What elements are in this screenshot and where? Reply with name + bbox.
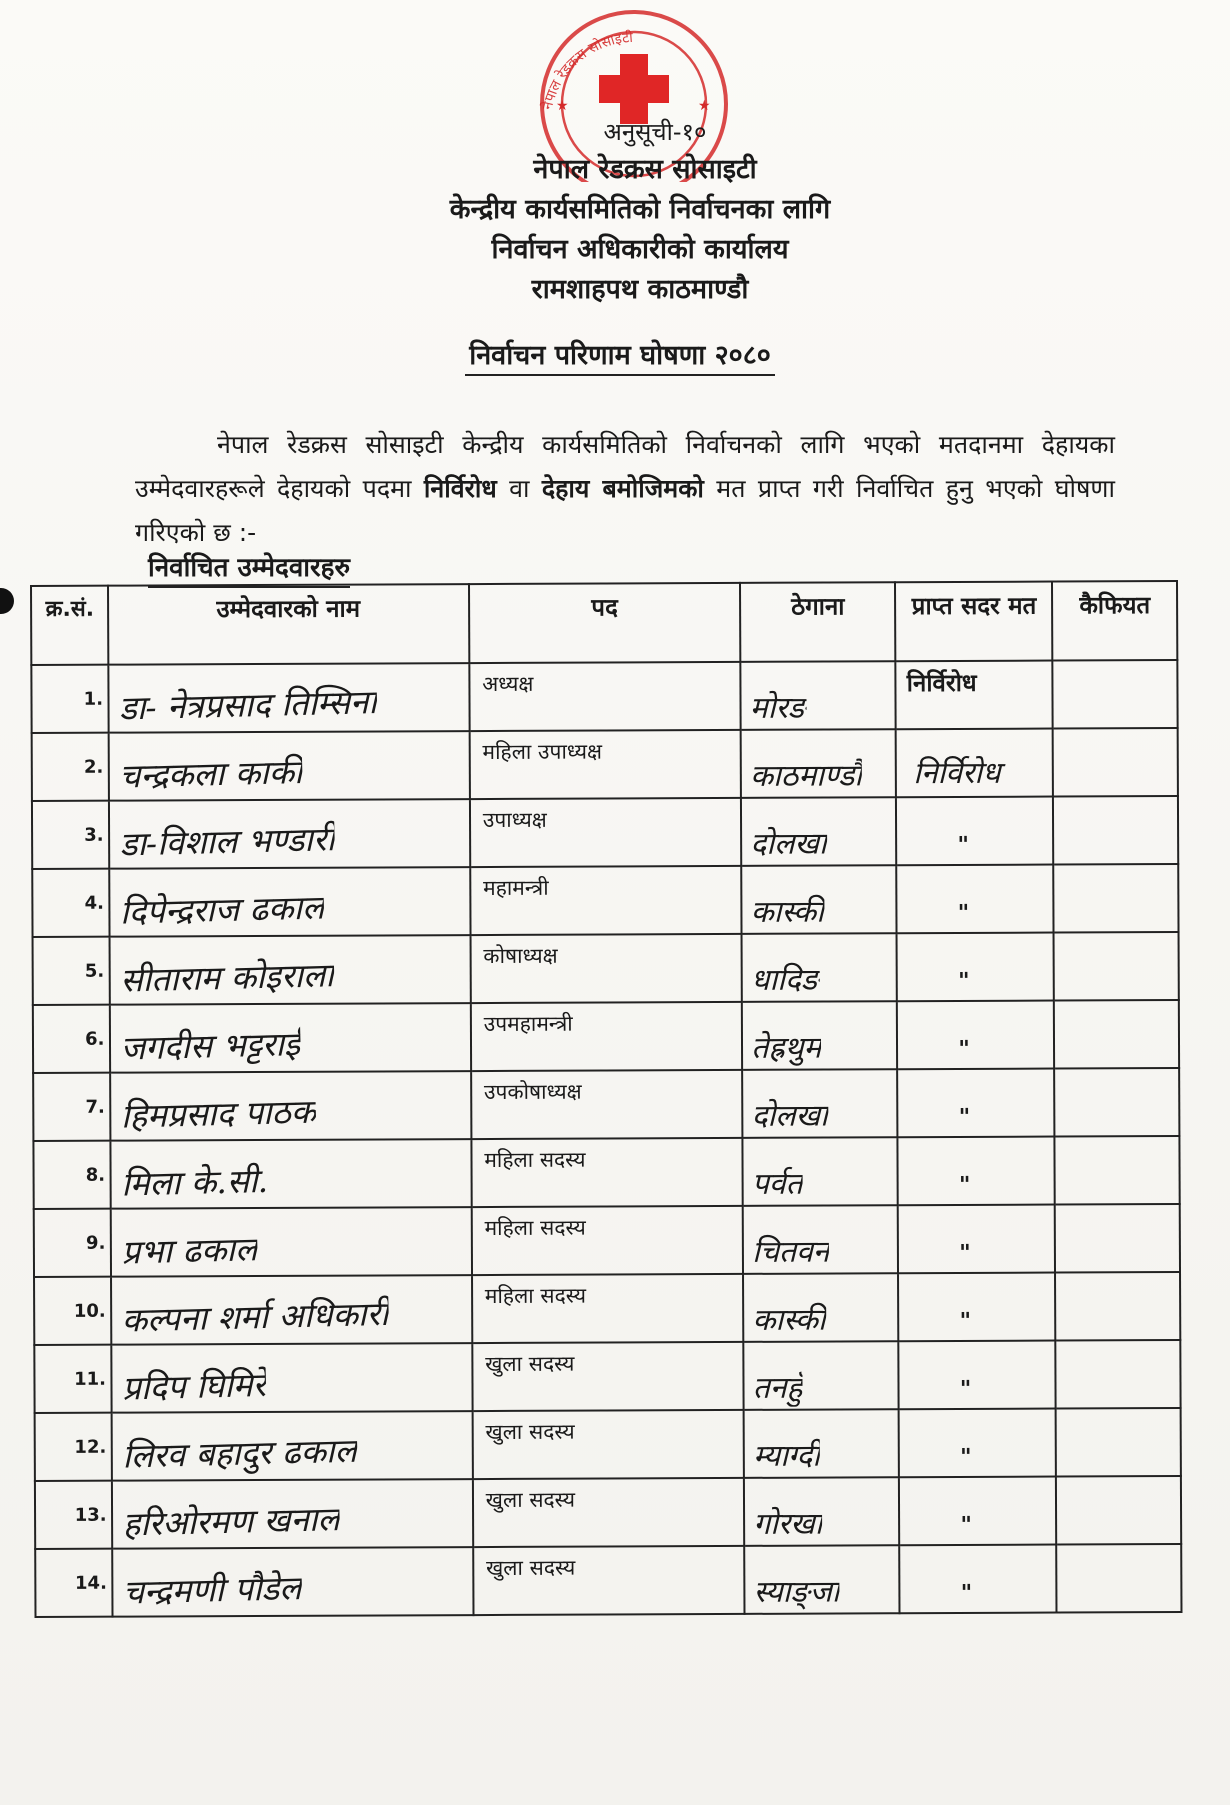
post-cell: [473, 1546, 745, 1615]
candidate-name: डा-विशाल भण्डारी: [118, 819, 335, 864]
table-row: [34, 1340, 1180, 1413]
post-cell: [471, 1070, 743, 1139]
post-cell: [470, 798, 742, 867]
row-number: 1.: [31, 665, 108, 733]
post-title: उपाध्यक्ष: [482, 807, 547, 833]
row-number: 4.: [32, 869, 109, 937]
ditto-mark: ": [959, 1376, 972, 1402]
post-title: महामन्त्री: [483, 875, 549, 901]
address-cell: [741, 661, 896, 730]
header-name: उम्मेदवारको नाम: [108, 584, 470, 665]
candidate-address: मोरङ: [749, 690, 807, 726]
ditto-mark: ": [958, 968, 970, 994]
remarks-cell: [1055, 1272, 1180, 1341]
row-number: 5.: [33, 937, 110, 1005]
votes-cell: [898, 1205, 1055, 1274]
ditto-mark: ": [959, 1308, 972, 1334]
votes-cell: [899, 1409, 1056, 1478]
candidate-address: कास्की: [750, 894, 825, 930]
table-row: [32, 864, 1178, 937]
candidate-address: स्याङ्जा: [753, 1574, 840, 1610]
address-cell: [744, 1409, 899, 1478]
post-cell: [469, 730, 741, 799]
row-number: 7.: [33, 1073, 110, 1141]
candidate-name: डा- नेत्रप्रसाद तिम्सिना: [118, 682, 377, 728]
post-title: महिला सदस्य: [484, 1215, 586, 1241]
post-cell: [472, 1410, 744, 1479]
post-title: अध्यक्ष: [482, 671, 534, 697]
post-cell: [471, 1206, 743, 1275]
address-cell: [743, 1137, 898, 1206]
candidate-name: लिरव बहादुर ढकाल: [121, 1430, 357, 1476]
ditto-mark: ": [959, 1240, 971, 1266]
candidate-name-cell: [108, 663, 470, 733]
intro-paragraph: [135, 423, 1115, 555]
post-title: खुला सदस्य: [485, 1487, 576, 1513]
votes-value: निर्विरोध: [906, 668, 977, 698]
table-row: [31, 660, 1177, 733]
table-row: [35, 1408, 1181, 1481]
votes-cell: [897, 1069, 1054, 1138]
candidate-name-cell: [109, 935, 471, 1005]
candidate-name-cell: [111, 1275, 473, 1345]
header-remarks: कैफियत: [1052, 581, 1177, 661]
candidate-name: हरिओरमण खनाल: [121, 1499, 340, 1544]
table-row: [34, 1272, 1180, 1345]
candidate-address: तेह्रथुम: [751, 1030, 822, 1066]
remarks-cell: [1056, 1340, 1181, 1409]
svg-text:★: ★: [556, 98, 569, 114]
ditto-mark: ": [957, 900, 970, 926]
remarks-cell: [1056, 1408, 1181, 1477]
row-number: 13.: [35, 1481, 112, 1549]
document-title-text: निर्वाचन परिणाम घोषणा २०८०: [465, 340, 775, 376]
ditto-mark: ": [958, 1104, 971, 1130]
post-title: खुला सदस्य: [485, 1419, 575, 1445]
table-row: [33, 1000, 1179, 1073]
address-cell: [742, 1001, 897, 1070]
row-number: 12.: [35, 1413, 112, 1481]
candidate-name: कल्पना शर्मा अधिकारी: [120, 1293, 389, 1340]
header-votes: प्राप्त सदर मत: [895, 582, 1052, 662]
candidate-name: चन्द्रमणी पौडेल: [121, 1568, 302, 1612]
svg-text:★: ★: [698, 98, 711, 114]
candidate-name-cell: [108, 799, 470, 869]
post-title: महिला सदस्य: [484, 1147, 586, 1173]
post-title: महिला उपाध्यक्ष: [482, 739, 603, 765]
candidate-name: मिला के.सी.: [120, 1160, 269, 1204]
table-row: [33, 932, 1179, 1005]
votes-cell: [896, 729, 1053, 798]
document-header: [0, 114, 1230, 310]
post-title: उपकोषाध्यक्ष: [483, 1079, 582, 1105]
address-cell: [741, 729, 896, 798]
organization-name: नेपाल रेडक्रस सोसाइटी: [533, 154, 757, 185]
candidate-name: चन्द्रकला कार्की: [118, 751, 303, 796]
candidate-name-cell: [110, 1071, 472, 1141]
address-cell: [741, 865, 896, 934]
header-sn: क्र.सं.: [31, 586, 108, 665]
seal-text: नेपाल रेडक्रस सोसाइटी: [539, 29, 634, 112]
address-cell: [744, 1341, 899, 1410]
post-cell: [470, 866, 742, 935]
row-number: 3.: [32, 801, 109, 869]
remarks-cell: [1055, 1204, 1180, 1273]
ditto-mark: ": [958, 1036, 970, 1062]
remarks-cell: [1053, 660, 1178, 729]
section-label: निर्वाचित उम्मेदवारहरु: [148, 548, 350, 588]
votes-cell: [896, 661, 1053, 730]
post-title: खुला सदस्य: [486, 1555, 576, 1581]
remarks-cell: [1056, 1476, 1181, 1545]
table-header-row: [31, 581, 1177, 665]
committee-line: केन्द्रीय कार्यसमितिको निर्वाचनका लागि: [449, 194, 831, 225]
table-row: [32, 796, 1178, 869]
votes-cell: [897, 865, 1054, 934]
post-title: खुला सदस्य: [485, 1351, 575, 1377]
remarks-cell: [1055, 1136, 1180, 1205]
candidate-name-cell: [111, 1343, 473, 1413]
address-line: रामशाहपथ काठमाण्डौ: [531, 274, 749, 305]
candidate-name: प्रभा ढकाल: [120, 1229, 258, 1272]
post-cell: [471, 1002, 743, 1071]
office-line: निर्वाचन अधिकारीको कार्यालय: [491, 234, 789, 265]
ditto-mark: ": [957, 832, 969, 858]
remarks-cell: [1053, 728, 1178, 797]
post-title: कोषाध्यक्ष: [483, 943, 558, 969]
header-address: ठेगाना: [740, 582, 895, 662]
header-post: पद: [469, 583, 741, 663]
ditto-mark: ": [960, 1444, 972, 1470]
row-number: 14.: [35, 1549, 112, 1617]
candidate-address: काठमाण्डौं: [749, 758, 863, 794]
remarks-cell: [1055, 1068, 1180, 1137]
address-cell: [743, 1205, 898, 1274]
candidate-name-cell: [112, 1547, 474, 1617]
candidate-name: दिपेन्द्रराज ढकाल: [119, 887, 325, 932]
table-row: [35, 1476, 1181, 1549]
table-row: [32, 728, 1178, 801]
candidate-name-cell: [111, 1411, 473, 1481]
intro-part3: मत प्राप्त गरी निर्वाचित हुनु भएको घोषणा गरिएको छ :-: [135, 474, 1115, 547]
row-number: 11.: [34, 1345, 111, 1413]
post-cell: [472, 1274, 744, 1343]
post-cell: [471, 1138, 743, 1207]
row-number: 2.: [32, 733, 109, 801]
table-body: [31, 660, 1181, 1617]
candidate-name-cell: [109, 867, 471, 937]
post-cell: [469, 662, 741, 731]
ditto-mark: ": [958, 1172, 971, 1198]
table-row: [33, 1068, 1179, 1141]
remarks-cell: [1054, 864, 1179, 933]
candidate-name-cell: [109, 1003, 471, 1073]
votes-cell: [896, 797, 1053, 866]
votes-cell: [898, 1273, 1055, 1342]
candidate-address: धादिङ: [750, 962, 821, 998]
remarks-cell: [1053, 796, 1178, 865]
candidate-name-cell: [110, 1207, 472, 1277]
table-row: [33, 1136, 1179, 1209]
address-cell: [744, 1545, 899, 1614]
votes-cell: [899, 1341, 1056, 1410]
candidate-address: तनहुँ: [752, 1370, 803, 1406]
candidate-address: पर्वत: [751, 1166, 803, 1202]
address-cell: [742, 1069, 897, 1138]
candidate-name: सीताराम कोइराला: [119, 955, 334, 1000]
document-title: [0, 335, 1230, 372]
votes-cell: [899, 1477, 1056, 1546]
votes-cell: [897, 933, 1054, 1002]
remarks-cell: [1057, 1544, 1182, 1613]
table-row: [34, 1204, 1180, 1277]
intro-bold2: देहाय बमोजिमको: [541, 474, 704, 503]
row-number: 9.: [34, 1209, 111, 1277]
votes-value: निर्विरोध: [913, 755, 1001, 792]
punch-hole-mark: [0, 588, 14, 614]
candidate-name-cell: [111, 1479, 473, 1549]
results-table: [30, 580, 1182, 1618]
candidate-address: कास्की: [752, 1302, 826, 1338]
candidate-name: जगदीस भट्टराई: [119, 1024, 301, 1068]
candidate-address: दोलखा: [750, 826, 827, 862]
candidate-address: गोरखा: [753, 1506, 823, 1542]
annex-label: अनुसूची-१०: [603, 118, 707, 146]
post-title: महिला सदस्य: [484, 1283, 587, 1309]
post-cell: [472, 1342, 744, 1411]
address-cell: [743, 1273, 898, 1342]
address-cell: [744, 1477, 899, 1546]
candidate-name: प्रदिप घिमिरे: [121, 1364, 266, 1408]
post-cell: [470, 934, 742, 1003]
address-cell: [742, 933, 897, 1002]
row-number: 8.: [33, 1141, 110, 1209]
candidate-address: म्याग्दी: [752, 1438, 821, 1474]
votes-cell: [897, 1001, 1054, 1070]
candidate-name-cell: [110, 1139, 472, 1209]
candidate-address: दोलखा: [751, 1098, 828, 1134]
table-row: [35, 1544, 1181, 1617]
post-title: उपमहामन्त्री: [483, 1011, 573, 1037]
candidate-name-cell: [108, 731, 470, 801]
candidate-name: हिमप्रसाद पाठक: [119, 1091, 317, 1136]
ditto-mark: ": [960, 1580, 973, 1606]
votes-cell: [900, 1545, 1057, 1614]
remarks-cell: [1054, 1000, 1179, 1069]
intro-part2: वा: [496, 474, 542, 503]
post-cell: [473, 1478, 745, 1547]
intro-part1: नेपाल रेडक्रस सोसाइटी केन्द्रीय कार्यसमितिको निर्वाचनको लागि भएको मतदानमा देहायका उम्मेदवारहरूले देहायको पदमा: [135, 430, 1115, 503]
row-number: 6.: [33, 1005, 110, 1073]
remarks-cell: [1054, 932, 1179, 1001]
votes-cell: [898, 1137, 1055, 1206]
intro-bold1: निर्विरोध: [423, 474, 497, 503]
candidate-address: चितवन: [752, 1234, 830, 1270]
row-number: 10.: [34, 1277, 111, 1345]
ditto-mark: ": [960, 1512, 972, 1538]
address-cell: [741, 797, 896, 866]
